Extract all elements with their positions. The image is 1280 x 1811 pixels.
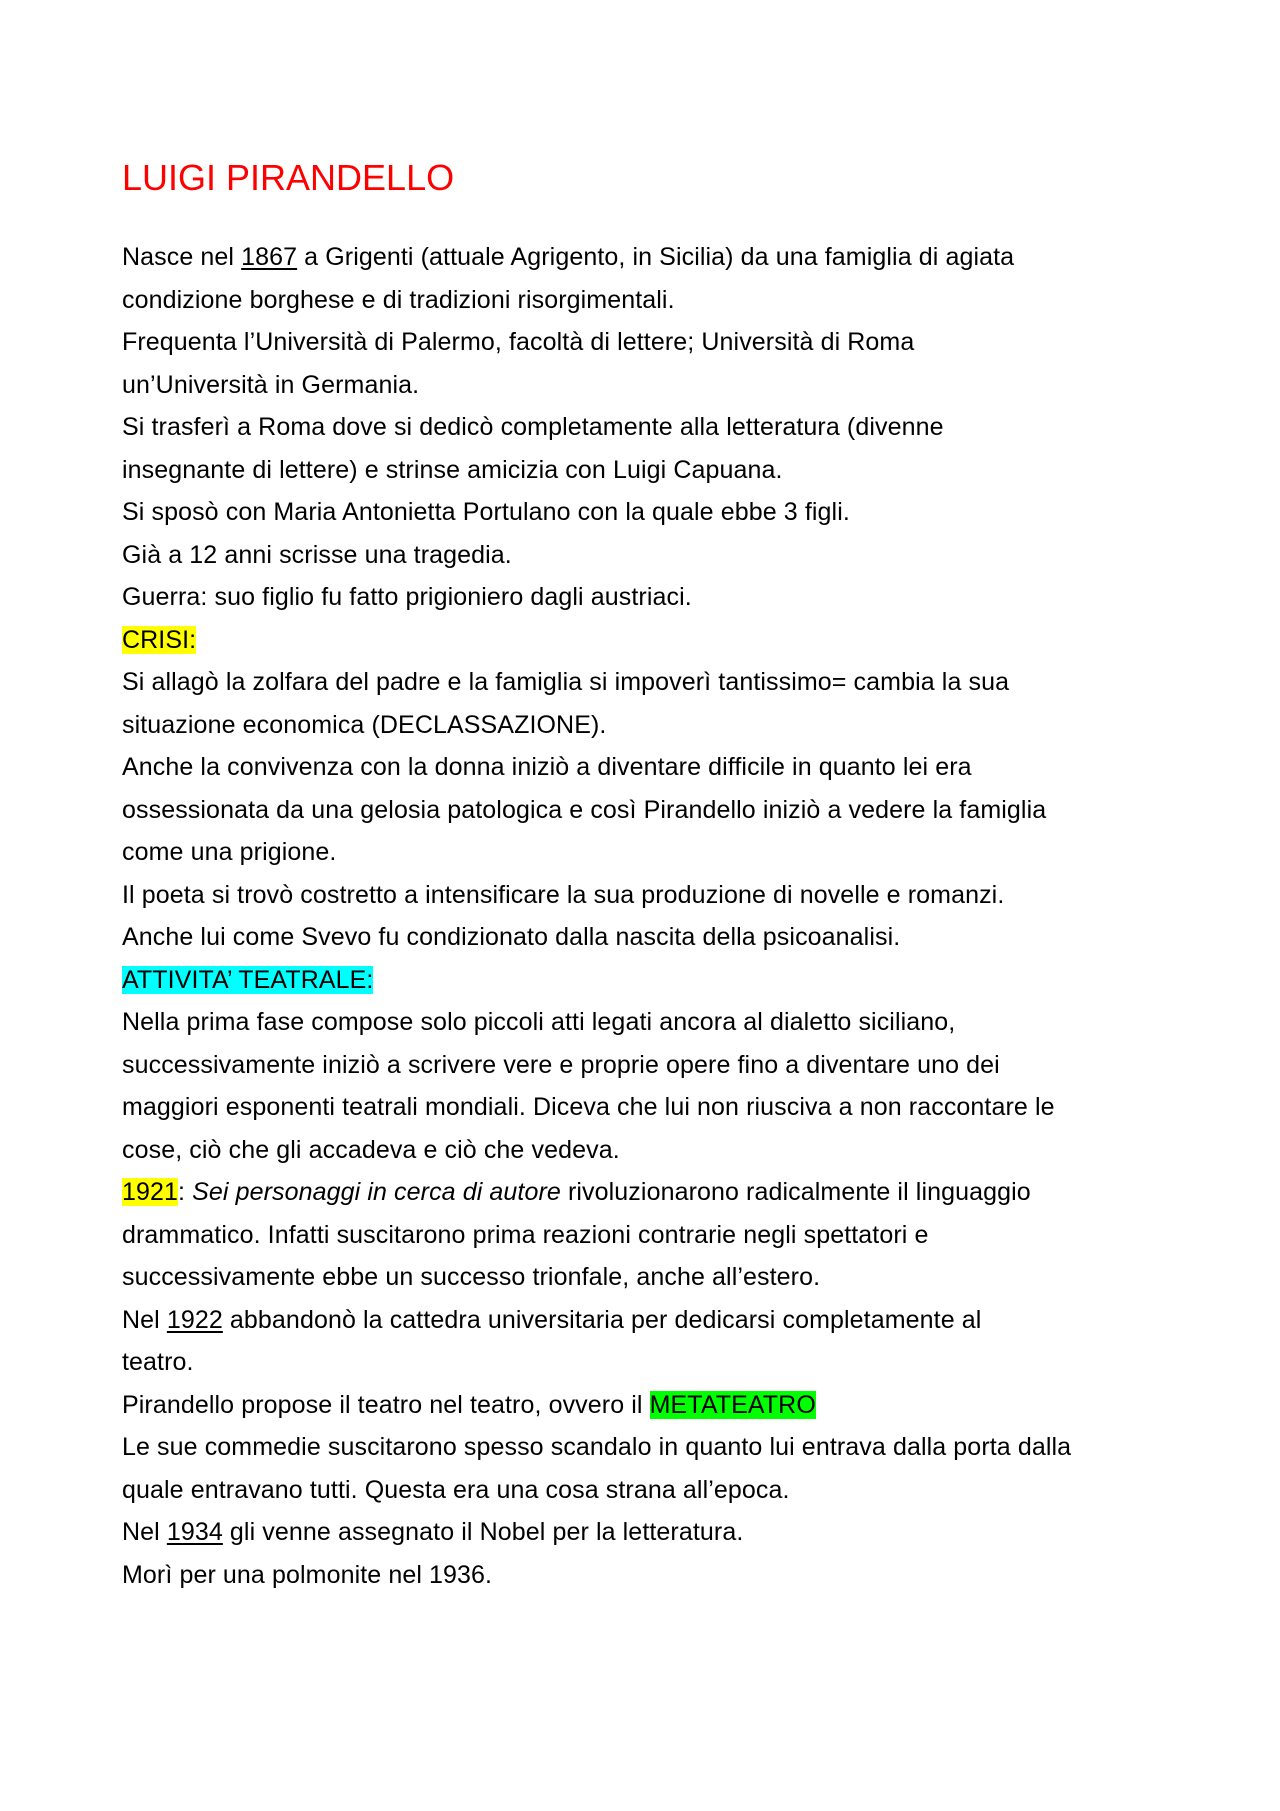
highlighted-heading: ATTIVITA’ TEATRALE: <box>122 965 374 994</box>
paragraph-line <box>122 1384 1182 1427</box>
paragraph-line: Morì per una polmonite nel 1936. <box>122 1560 493 1589</box>
paragraph-line: Anche lui come Svevo fu condizionato dalla nascita della psicoanalisi. <box>122 923 901 951</box>
paragraph-line: Anche la convivenza con la donna iniziò a diventare difficile in quanto lei era <box>122 753 972 781</box>
paragraph-line: Si allagò la zolfara del padre e la famiglia si impoverì tantissimo= cambia la sua <box>122 668 1010 696</box>
paragraph-line <box>122 236 1182 279</box>
highlighted-heading: CRISI: <box>122 625 197 654</box>
paragraph-line: cose, ciò che gli accadeva e ciò che vedeva. <box>122 1135 620 1164</box>
text-run: : <box>178 1178 193 1206</box>
year-1867: 1867 <box>241 243 298 271</box>
text-run: Nel <box>122 1518 167 1546</box>
text-run: Nel <box>122 1305 167 1334</box>
metateatro-highlight: METATEATRO <box>649 1390 816 1419</box>
paragraph-line: Frequenta l’Università di Palermo, facoltà di lettere; Università di Roma <box>122 328 915 356</box>
paragraph-line: teatro. <box>122 1348 194 1376</box>
paragraph-line: condizione borghese e di tradizioni risorgimentali. <box>122 285 675 314</box>
document-title: LUIGI PIRANDELLO <box>122 157 455 198</box>
paragraph-line: Le sue commedie suscitarono spesso scandalo in quanto lui entrava dalla porta dalla <box>122 1433 1072 1461</box>
paragraph-line: Nella prima fase compose solo piccoli atti legati ancora al dialetto siciliano, <box>122 1008 956 1036</box>
year-1934: 1934 <box>166 1518 223 1546</box>
paragraph-line: un’Università in Germania. <box>122 370 420 399</box>
paragraph-line: come una prigione. <box>122 838 337 866</box>
paragraph-line: insegnante di lettere) e strinse amicizia con Luigi Capuana. <box>122 455 783 484</box>
text-run: gli venne assegnato il Nobel per la letteratura. <box>222 1518 744 1546</box>
paragraph-line <box>122 1511 1182 1554</box>
text-run: rivoluzionarono radicalmente il linguaggio <box>560 1178 1031 1206</box>
section-heading-attivita-teatrale <box>122 959 1182 1002</box>
paragraph-line: Già a 12 anni scrisse una tragedia. <box>122 540 512 569</box>
paragraph-line: Si trasferì a Roma dove si dedicò completamente alla letteratura (divenne <box>122 413 944 441</box>
paragraph-line: quale entravano tutti. Questa era una cosa strana all’epoca. <box>122 1475 790 1504</box>
paragraph-line: successivamente ebbe un successo trionfale, anche all’estero. <box>122 1263 821 1291</box>
paragraph-line: situazione economica (DECLASSAZIONE). <box>122 710 607 739</box>
year-1922: 1922 <box>166 1305 223 1334</box>
section-heading-crisi <box>122 619 1182 662</box>
text-run: abbandonò la cattedra universitaria per dedicarsi completamente al <box>222 1305 982 1334</box>
paragraph-line: Il poeta si trovò costretto a intensificare la sua produzione di novelle e romanzi. <box>122 880 1005 909</box>
text-run: Nasce nel <box>122 243 242 271</box>
document-body <box>122 236 1182 1596</box>
paragraph-line: Si sposò con Maria Antonietta Portulano con la quale ebbe 3 figli. <box>122 498 850 526</box>
paragraph-line: drammatico. Infatti suscitarono prima reazioni contrarie negli spettatori e <box>122 1220 929 1249</box>
paragraph-line: maggiori esponenti teatrali mondiali. Diceva che lui non riusciva a non raccontare le <box>122 1093 1055 1121</box>
work-title: Sei personaggi in cerca di autore <box>192 1178 561 1206</box>
paragraph-line: Guerra: suo figlio fu fatto prigioniero dagli austriaci. <box>122 583 692 611</box>
text-run: Pirandello propose il teatro nel teatro, ovvero il <box>122 1390 650 1419</box>
year-1921-highlight: 1921 <box>122 1178 179 1206</box>
paragraph-line <box>122 1171 1182 1214</box>
paragraph-line <box>122 1299 1182 1342</box>
paragraph-line: ossessionata da una gelosia patologica e così Pirandello iniziò a vedere la famiglia <box>122 795 1047 824</box>
text-run: a Grigenti (attuale Agrigento, in Sicilia) da una famiglia di agiata <box>297 243 1015 271</box>
paragraph-line: successivamente iniziò a scrivere vere e proprie opere fino a diventare uno dei <box>122 1050 1000 1079</box>
